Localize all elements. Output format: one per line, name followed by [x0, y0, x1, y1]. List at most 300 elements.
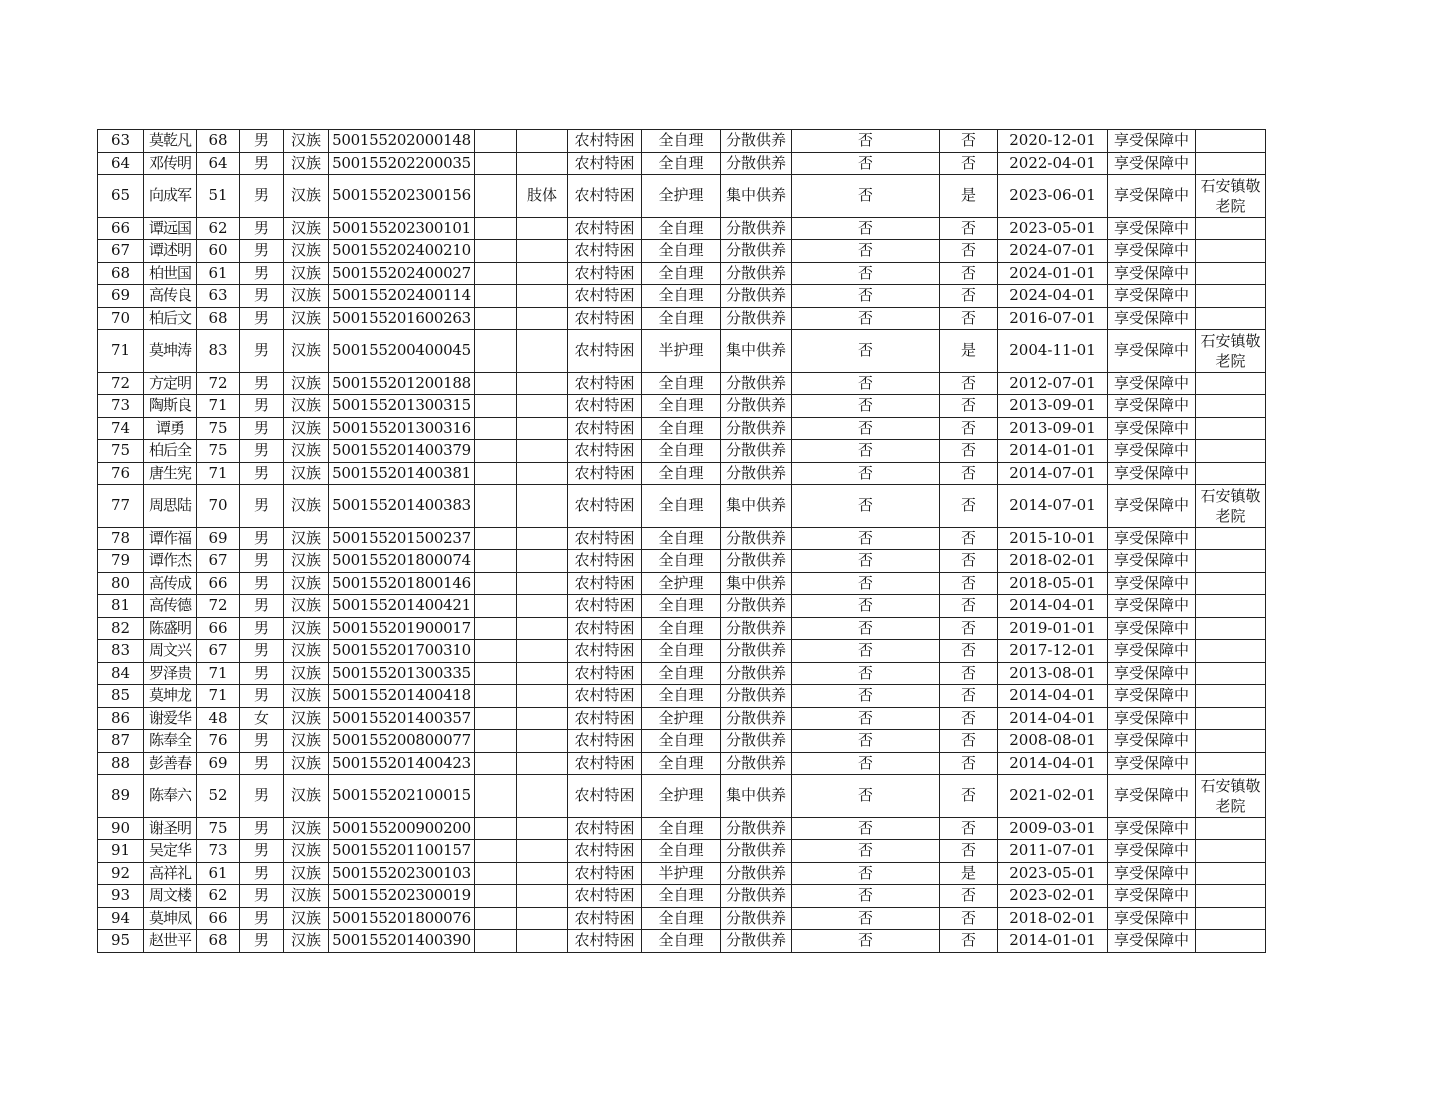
care-level-cell: 全自理	[642, 595, 721, 618]
blank-cell	[475, 417, 517, 440]
care-level-cell: 全护理	[642, 572, 721, 595]
facility-cell	[1196, 730, 1266, 753]
name-cell: 高传德	[144, 595, 197, 618]
disability-cell	[517, 330, 568, 373]
flag-cell: 否	[792, 240, 940, 263]
ethnicity-cell: 汉族	[284, 262, 329, 285]
ethnicity-cell: 汉族	[284, 485, 329, 528]
care-level-cell: 全自理	[642, 152, 721, 175]
id-number-cell: 500155200400045	[329, 330, 475, 373]
data-table	[97, 129, 1266, 953]
age-cell: 62	[197, 217, 240, 240]
status-cell: 享受保障中	[1108, 662, 1196, 685]
blank-cell	[475, 817, 517, 840]
date-cell: 2018-02-01	[998, 907, 1108, 930]
ethnicity-cell: 汉族	[284, 395, 329, 418]
age-cell: 68	[197, 307, 240, 330]
care-level-cell: 半护理	[642, 330, 721, 373]
id-number-cell: 500155201500237	[329, 527, 475, 550]
date-cell: 2024-04-01	[998, 285, 1108, 308]
row-number: 67	[98, 240, 144, 263]
row-number: 92	[98, 862, 144, 885]
row-number: 78	[98, 527, 144, 550]
status-cell: 享受保障中	[1108, 907, 1196, 930]
flag-cell: 否	[940, 595, 998, 618]
table-row	[98, 395, 1266, 418]
date-cell: 2014-01-01	[998, 930, 1108, 953]
table-row	[98, 527, 1266, 550]
facility-cell	[1196, 862, 1266, 885]
row-number: 79	[98, 550, 144, 573]
ethnicity-cell: 汉族	[284, 707, 329, 730]
disability-cell	[517, 417, 568, 440]
status-cell: 享受保障中	[1108, 262, 1196, 285]
row-number: 83	[98, 640, 144, 663]
table-row	[98, 130, 1266, 153]
category-cell: 农村特困	[568, 595, 642, 618]
name-cell: 高传成	[144, 572, 197, 595]
blank-cell	[475, 640, 517, 663]
age-cell: 67	[197, 640, 240, 663]
age-cell: 75	[197, 417, 240, 440]
facility-cell: 石安镇敬老院	[1196, 175, 1266, 218]
age-cell: 83	[197, 330, 240, 373]
date-cell: 2009-03-01	[998, 817, 1108, 840]
care-level-cell: 全自理	[642, 907, 721, 930]
care-level-cell: 全自理	[642, 817, 721, 840]
facility-cell	[1196, 462, 1266, 485]
status-cell: 享受保障中	[1108, 730, 1196, 753]
disability-cell	[517, 307, 568, 330]
gender-cell: 男	[240, 285, 284, 308]
facility-cell	[1196, 617, 1266, 640]
blank-cell	[475, 862, 517, 885]
status-cell: 享受保障中	[1108, 217, 1196, 240]
facility-cell	[1196, 640, 1266, 663]
category-cell: 农村特困	[568, 930, 642, 953]
id-number-cell: 500155202300019	[329, 885, 475, 908]
disability-cell	[517, 527, 568, 550]
flag-cell: 否	[940, 730, 998, 753]
table-row	[98, 595, 1266, 618]
support-type-cell: 分散供养	[721, 730, 792, 753]
facility-cell	[1196, 417, 1266, 440]
name-cell: 谢圣明	[144, 817, 197, 840]
support-type-cell: 分散供养	[721, 930, 792, 953]
id-number-cell: 500155201300315	[329, 395, 475, 418]
age-cell: 72	[197, 372, 240, 395]
flag-cell: 否	[940, 550, 998, 573]
table-row	[98, 330, 1266, 373]
support-type-cell: 分散供养	[721, 262, 792, 285]
flag-cell: 否	[792, 752, 940, 775]
flag-cell: 否	[792, 685, 940, 708]
id-number-cell: 500155201800146	[329, 572, 475, 595]
age-cell: 52	[197, 775, 240, 818]
date-cell: 2013-09-01	[998, 417, 1108, 440]
row-number: 81	[98, 595, 144, 618]
ethnicity-cell: 汉族	[284, 527, 329, 550]
flag-cell: 是	[940, 862, 998, 885]
table-row	[98, 175, 1266, 218]
flag-cell: 否	[792, 440, 940, 463]
blank-cell	[475, 372, 517, 395]
name-cell: 陶斯良	[144, 395, 197, 418]
status-cell: 享受保障中	[1108, 395, 1196, 418]
gender-cell: 男	[240, 550, 284, 573]
name-cell: 罗泽贵	[144, 662, 197, 685]
blank-cell	[475, 685, 517, 708]
support-type-cell: 分散供养	[721, 752, 792, 775]
status-cell: 享受保障中	[1108, 885, 1196, 908]
care-level-cell: 全护理	[642, 775, 721, 818]
flag-cell: 否	[940, 262, 998, 285]
table-row	[98, 840, 1266, 863]
disability-cell	[517, 617, 568, 640]
flag-cell: 否	[940, 930, 998, 953]
table-row	[98, 707, 1266, 730]
care-level-cell: 全自理	[642, 217, 721, 240]
date-cell: 2013-08-01	[998, 662, 1108, 685]
category-cell: 农村特困	[568, 417, 642, 440]
date-cell: 2017-12-01	[998, 640, 1108, 663]
table-row	[98, 372, 1266, 395]
date-cell: 2023-06-01	[998, 175, 1108, 218]
care-level-cell: 全自理	[642, 485, 721, 528]
id-number-cell: 500155201700310	[329, 640, 475, 663]
table-row	[98, 462, 1266, 485]
table-row	[98, 685, 1266, 708]
support-type-cell: 分散供养	[721, 817, 792, 840]
status-cell: 享受保障中	[1108, 775, 1196, 818]
row-number: 91	[98, 840, 144, 863]
table-row	[98, 662, 1266, 685]
blank-cell	[475, 550, 517, 573]
flag-cell: 否	[940, 527, 998, 550]
age-cell: 51	[197, 175, 240, 218]
blank-cell	[475, 440, 517, 463]
blank-cell	[475, 130, 517, 153]
table-row	[98, 775, 1266, 818]
category-cell: 农村特困	[568, 862, 642, 885]
gender-cell: 男	[240, 775, 284, 818]
id-number-cell: 500155201900017	[329, 617, 475, 640]
id-number-cell: 500155200900200	[329, 817, 475, 840]
flag-cell: 否	[792, 152, 940, 175]
support-type-cell: 分散供养	[721, 152, 792, 175]
status-cell: 享受保障中	[1108, 817, 1196, 840]
date-cell: 2014-04-01	[998, 707, 1108, 730]
name-cell: 周文楼	[144, 885, 197, 908]
age-cell: 64	[197, 152, 240, 175]
row-number: 74	[98, 417, 144, 440]
row-number: 87	[98, 730, 144, 753]
table-row	[98, 217, 1266, 240]
table-row	[98, 307, 1266, 330]
table-row	[98, 285, 1266, 308]
disability-cell	[517, 752, 568, 775]
flag-cell: 否	[940, 217, 998, 240]
disability-cell	[517, 372, 568, 395]
id-number-cell: 500155201400421	[329, 595, 475, 618]
table-row	[98, 930, 1266, 953]
row-number: 88	[98, 752, 144, 775]
table-row	[98, 862, 1266, 885]
age-cell: 61	[197, 262, 240, 285]
name-cell: 邓传明	[144, 152, 197, 175]
facility-cell	[1196, 930, 1266, 953]
age-cell: 61	[197, 862, 240, 885]
flag-cell: 否	[792, 175, 940, 218]
blank-cell	[475, 572, 517, 595]
disability-cell	[517, 572, 568, 595]
flag-cell: 是	[940, 175, 998, 218]
category-cell: 农村特困	[568, 707, 642, 730]
ethnicity-cell: 汉族	[284, 240, 329, 263]
ethnicity-cell: 汉族	[284, 640, 329, 663]
facility-cell	[1196, 885, 1266, 908]
status-cell: 享受保障中	[1108, 595, 1196, 618]
facility-cell	[1196, 262, 1266, 285]
date-cell: 2008-08-01	[998, 730, 1108, 753]
gender-cell: 男	[240, 752, 284, 775]
id-number-cell: 500155201400379	[329, 440, 475, 463]
care-level-cell: 全自理	[642, 240, 721, 263]
row-number: 90	[98, 817, 144, 840]
support-type-cell: 分散供养	[721, 595, 792, 618]
date-cell: 2014-07-01	[998, 485, 1108, 528]
gender-cell: 男	[240, 640, 284, 663]
blank-cell	[475, 307, 517, 330]
category-cell: 农村特困	[568, 330, 642, 373]
flag-cell: 否	[792, 885, 940, 908]
facility-cell	[1196, 707, 1266, 730]
support-type-cell: 分散供养	[721, 372, 792, 395]
disability-cell	[517, 817, 568, 840]
row-number: 75	[98, 440, 144, 463]
table-row	[98, 640, 1266, 663]
id-number-cell: 500155202000148	[329, 130, 475, 153]
category-cell: 农村特困	[568, 307, 642, 330]
row-number: 71	[98, 330, 144, 373]
category-cell: 农村特困	[568, 662, 642, 685]
disability-cell	[517, 595, 568, 618]
date-cell: 2011-07-01	[998, 840, 1108, 863]
support-type-cell: 分散供养	[721, 217, 792, 240]
care-level-cell: 全自理	[642, 262, 721, 285]
flag-cell: 否	[792, 485, 940, 528]
support-type-cell: 分散供养	[721, 417, 792, 440]
name-cell: 莫坤凤	[144, 907, 197, 930]
support-type-cell: 分散供养	[721, 440, 792, 463]
date-cell: 2014-01-01	[998, 440, 1108, 463]
gender-cell: 男	[240, 152, 284, 175]
blank-cell	[475, 617, 517, 640]
status-cell: 享受保障中	[1108, 152, 1196, 175]
ethnicity-cell: 汉族	[284, 330, 329, 373]
care-level-cell: 全自理	[642, 840, 721, 863]
disability-cell	[517, 130, 568, 153]
name-cell: 唐生宪	[144, 462, 197, 485]
flag-cell: 否	[940, 130, 998, 153]
table-row	[98, 240, 1266, 263]
row-number: 72	[98, 372, 144, 395]
flag-cell: 否	[792, 550, 940, 573]
status-cell: 享受保障中	[1108, 175, 1196, 218]
flag-cell: 否	[940, 285, 998, 308]
disability-cell	[517, 462, 568, 485]
id-number-cell: 500155202400027	[329, 262, 475, 285]
age-cell: 71	[197, 685, 240, 708]
flag-cell: 否	[940, 572, 998, 595]
gender-cell: 男	[240, 862, 284, 885]
category-cell: 农村特困	[568, 775, 642, 818]
status-cell: 享受保障中	[1108, 862, 1196, 885]
row-number: 86	[98, 707, 144, 730]
id-number-cell: 500155201400423	[329, 752, 475, 775]
category-cell: 农村特困	[568, 485, 642, 528]
date-cell: 2019-01-01	[998, 617, 1108, 640]
status-cell: 享受保障中	[1108, 840, 1196, 863]
support-type-cell: 分散供养	[721, 307, 792, 330]
ethnicity-cell: 汉族	[284, 175, 329, 218]
name-cell: 柏后全	[144, 440, 197, 463]
id-number-cell: 500155202100015	[329, 775, 475, 818]
table-row	[98, 907, 1266, 930]
name-cell: 谭作杰	[144, 550, 197, 573]
name-cell: 谭作福	[144, 527, 197, 550]
name-cell: 赵世平	[144, 930, 197, 953]
blank-cell	[475, 885, 517, 908]
support-type-cell: 集中供养	[721, 175, 792, 218]
blank-cell	[475, 840, 517, 863]
date-cell: 2022-04-01	[998, 152, 1108, 175]
disability-cell	[517, 707, 568, 730]
table-row	[98, 417, 1266, 440]
table-row	[98, 885, 1266, 908]
flag-cell: 否	[940, 372, 998, 395]
ethnicity-cell: 汉族	[284, 152, 329, 175]
flag-cell: 否	[792, 285, 940, 308]
gender-cell: 男	[240, 485, 284, 528]
care-level-cell: 全自理	[642, 617, 721, 640]
support-type-cell: 分散供养	[721, 285, 792, 308]
age-cell: 66	[197, 617, 240, 640]
name-cell: 周文兴	[144, 640, 197, 663]
id-number-cell: 500155201400390	[329, 930, 475, 953]
status-cell: 享受保障中	[1108, 130, 1196, 153]
care-level-cell: 全自理	[642, 752, 721, 775]
id-number-cell: 500155202400114	[329, 285, 475, 308]
support-type-cell: 分散供养	[721, 907, 792, 930]
category-cell: 农村特困	[568, 152, 642, 175]
flag-cell: 否	[940, 707, 998, 730]
age-cell: 48	[197, 707, 240, 730]
gender-cell: 男	[240, 372, 284, 395]
table-row	[98, 550, 1266, 573]
gender-cell: 男	[240, 240, 284, 263]
flag-cell: 否	[940, 240, 998, 263]
blank-cell	[475, 527, 517, 550]
row-number: 77	[98, 485, 144, 528]
facility-cell	[1196, 840, 1266, 863]
name-cell: 谭勇	[144, 417, 197, 440]
name-cell: 周思陆	[144, 485, 197, 528]
care-level-cell: 全自理	[642, 685, 721, 708]
gender-cell: 男	[240, 395, 284, 418]
flag-cell: 否	[792, 262, 940, 285]
gender-cell: 男	[240, 175, 284, 218]
age-cell: 68	[197, 130, 240, 153]
flag-cell: 否	[940, 840, 998, 863]
table-row	[98, 752, 1266, 775]
disability-cell	[517, 730, 568, 753]
flag-cell: 否	[792, 662, 940, 685]
age-cell: 66	[197, 907, 240, 930]
ethnicity-cell: 汉族	[284, 775, 329, 818]
flag-cell: 否	[940, 685, 998, 708]
name-cell: 陈奉全	[144, 730, 197, 753]
status-cell: 享受保障中	[1108, 527, 1196, 550]
date-cell: 2014-04-01	[998, 595, 1108, 618]
ethnicity-cell: 汉族	[284, 285, 329, 308]
age-cell: 71	[197, 662, 240, 685]
name-cell: 高祥礼	[144, 862, 197, 885]
row-number: 64	[98, 152, 144, 175]
support-type-cell: 分散供养	[721, 885, 792, 908]
status-cell: 享受保障中	[1108, 752, 1196, 775]
status-cell: 享受保障中	[1108, 485, 1196, 528]
flag-cell: 否	[792, 730, 940, 753]
id-number-cell: 500155201400357	[329, 707, 475, 730]
care-level-cell: 全自理	[642, 550, 721, 573]
disability-cell	[517, 885, 568, 908]
ethnicity-cell: 汉族	[284, 817, 329, 840]
table-row	[98, 572, 1266, 595]
id-number-cell: 500155200800077	[329, 730, 475, 753]
facility-cell	[1196, 817, 1266, 840]
status-cell: 享受保障中	[1108, 285, 1196, 308]
date-cell: 2012-07-01	[998, 372, 1108, 395]
id-number-cell: 500155201600263	[329, 307, 475, 330]
flag-cell: 否	[792, 775, 940, 818]
id-number-cell: 500155201400381	[329, 462, 475, 485]
gender-cell: 男	[240, 572, 284, 595]
gender-cell: 男	[240, 840, 284, 863]
support-type-cell: 分散供养	[721, 662, 792, 685]
category-cell: 农村特困	[568, 817, 642, 840]
table-row	[98, 440, 1266, 463]
disability-cell	[517, 240, 568, 263]
date-cell: 2024-01-01	[998, 262, 1108, 285]
support-type-cell: 分散供养	[721, 862, 792, 885]
name-cell: 陈盛明	[144, 617, 197, 640]
flag-cell: 否	[940, 885, 998, 908]
support-type-cell: 集中供养	[721, 485, 792, 528]
row-number: 82	[98, 617, 144, 640]
facility-cell	[1196, 395, 1266, 418]
gender-cell: 男	[240, 685, 284, 708]
flag-cell: 否	[940, 440, 998, 463]
ethnicity-cell: 汉族	[284, 752, 329, 775]
id-number-cell: 500155201300335	[329, 662, 475, 685]
ethnicity-cell: 汉族	[284, 372, 329, 395]
facility-cell	[1196, 572, 1266, 595]
flag-cell: 否	[940, 395, 998, 418]
disability-cell	[517, 775, 568, 818]
disability-cell	[517, 930, 568, 953]
disability-cell	[517, 262, 568, 285]
